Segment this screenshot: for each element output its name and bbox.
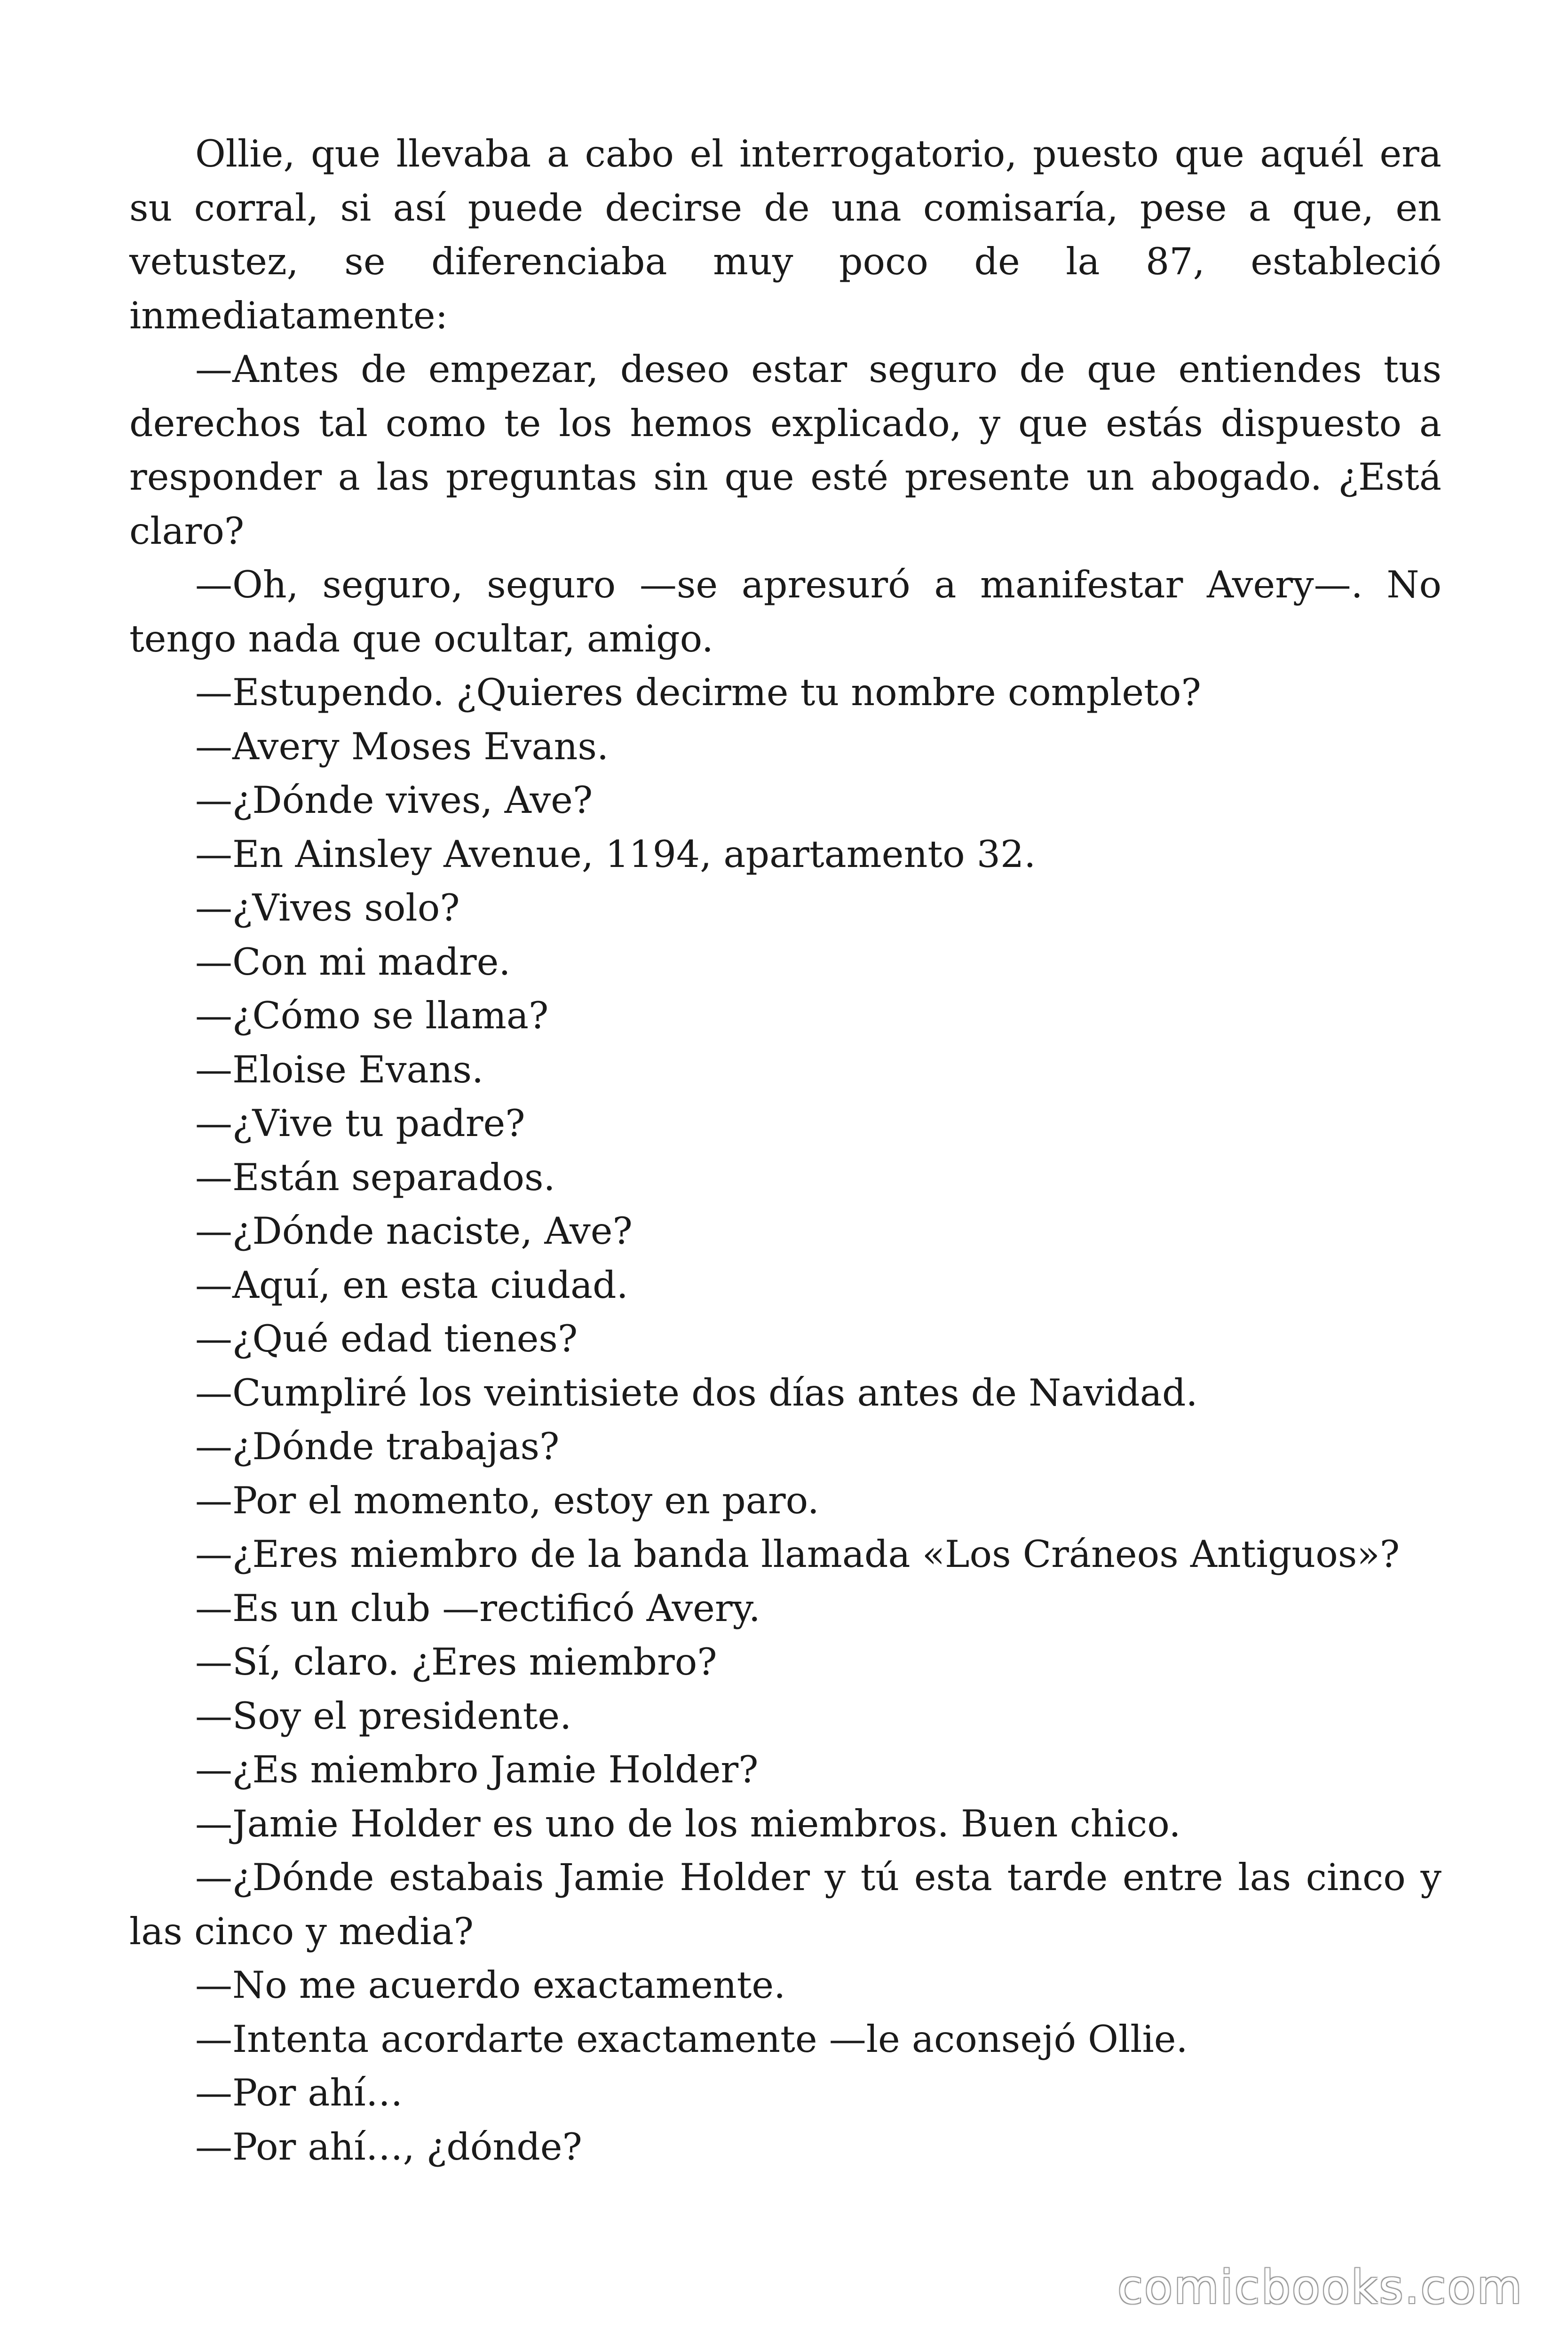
paragraph: —Cumpliré los veintisiete dos días antes de Navidad. [195,1371,1198,1414]
paragraph: —¿Dónde naciste, Ave? [195,1209,633,1253]
paragraph: —Eloise Evans. [195,1048,484,1091]
paragraph: —¿Dónde estabais Jamie Holder y tú esta tarde entre las cinco y las cinco y media? [129,1856,1441,1953]
paragraph: —Sí, claro. ¿Eres miembro? [195,1640,717,1684]
paragraph: —¿Vive tu padre? [195,1102,525,1145]
paragraph: —Aquí, en esta ciudad. [195,1263,628,1307]
paragraph: —Soy el presidente. [195,1694,572,1738]
paragraph: —En Ainsley Avenue, 1194, apartamento 32. [195,832,1036,876]
paragraph: —¿Qué edad tienes? [195,1317,578,1360]
paragraph: —¿Cómo se llama? [195,994,549,1037]
paragraph: —¿Dónde vives, Ave? [195,779,593,822]
paragraph: —Por ahí… [195,2071,403,2114]
paragraph: —Por el momento, estoy en paro. [195,1478,819,1522]
paragraph: —¿Dónde trabajas? [195,1425,560,1468]
paragraph: —Antes de empezar, deseo estar seguro de que entiendes tus derechos tal como te los hemos explicado, y que estás dispuesto a responder a las preguntas sin que esté presente un abogado. ¿Está claro? [129,348,1441,553]
paragraph: —Están separados. [195,1155,555,1199]
paragraph: —Por ahí…, ¿dónde? [195,2125,582,2169]
paragraph: —Avery Moses Evans. [195,724,609,768]
paragraph: Ollie, que llevaba a cabo el interrogatorio, puesto que aquél era su corral, si así puede decirse de una comisaría, pese a que, en vetustez, se diferenciaba muy poco de la 87, estableció inmediatamente: [129,132,1441,337]
paragraph: —Intenta acordarte exactamente —le aconsejó Ollie. [195,2017,1188,2061]
paragraph: —Oh, seguro, seguro —se apresuró a manifestar Avery—. No tengo nada que ocultar, amigo. [129,563,1441,660]
paragraph: —Jamie Holder es uno de los miembros. Buen chico. [195,1802,1181,1845]
paragraph: —Es un club —rectificó Avery. [195,1586,760,1630]
paragraph: —Con mi madre. [195,940,511,984]
paragraph: —Estupendo. ¿Quieres decirme tu nombre completo? [195,671,1201,714]
paragraph: —¿Eres miembro de la banda llamada «Los Cráneos Antiguos»? [195,1533,1400,1576]
watermark: comicbooks.com [1117,2261,1523,2314]
paragraph: —¿Vives solo? [195,886,460,930]
paragraph: —No me acuerdo exactamente. [195,1963,786,2007]
book-page [129,127,1441,2174]
paragraph: —¿Es miembro Jamie Holder? [195,1748,759,1791]
